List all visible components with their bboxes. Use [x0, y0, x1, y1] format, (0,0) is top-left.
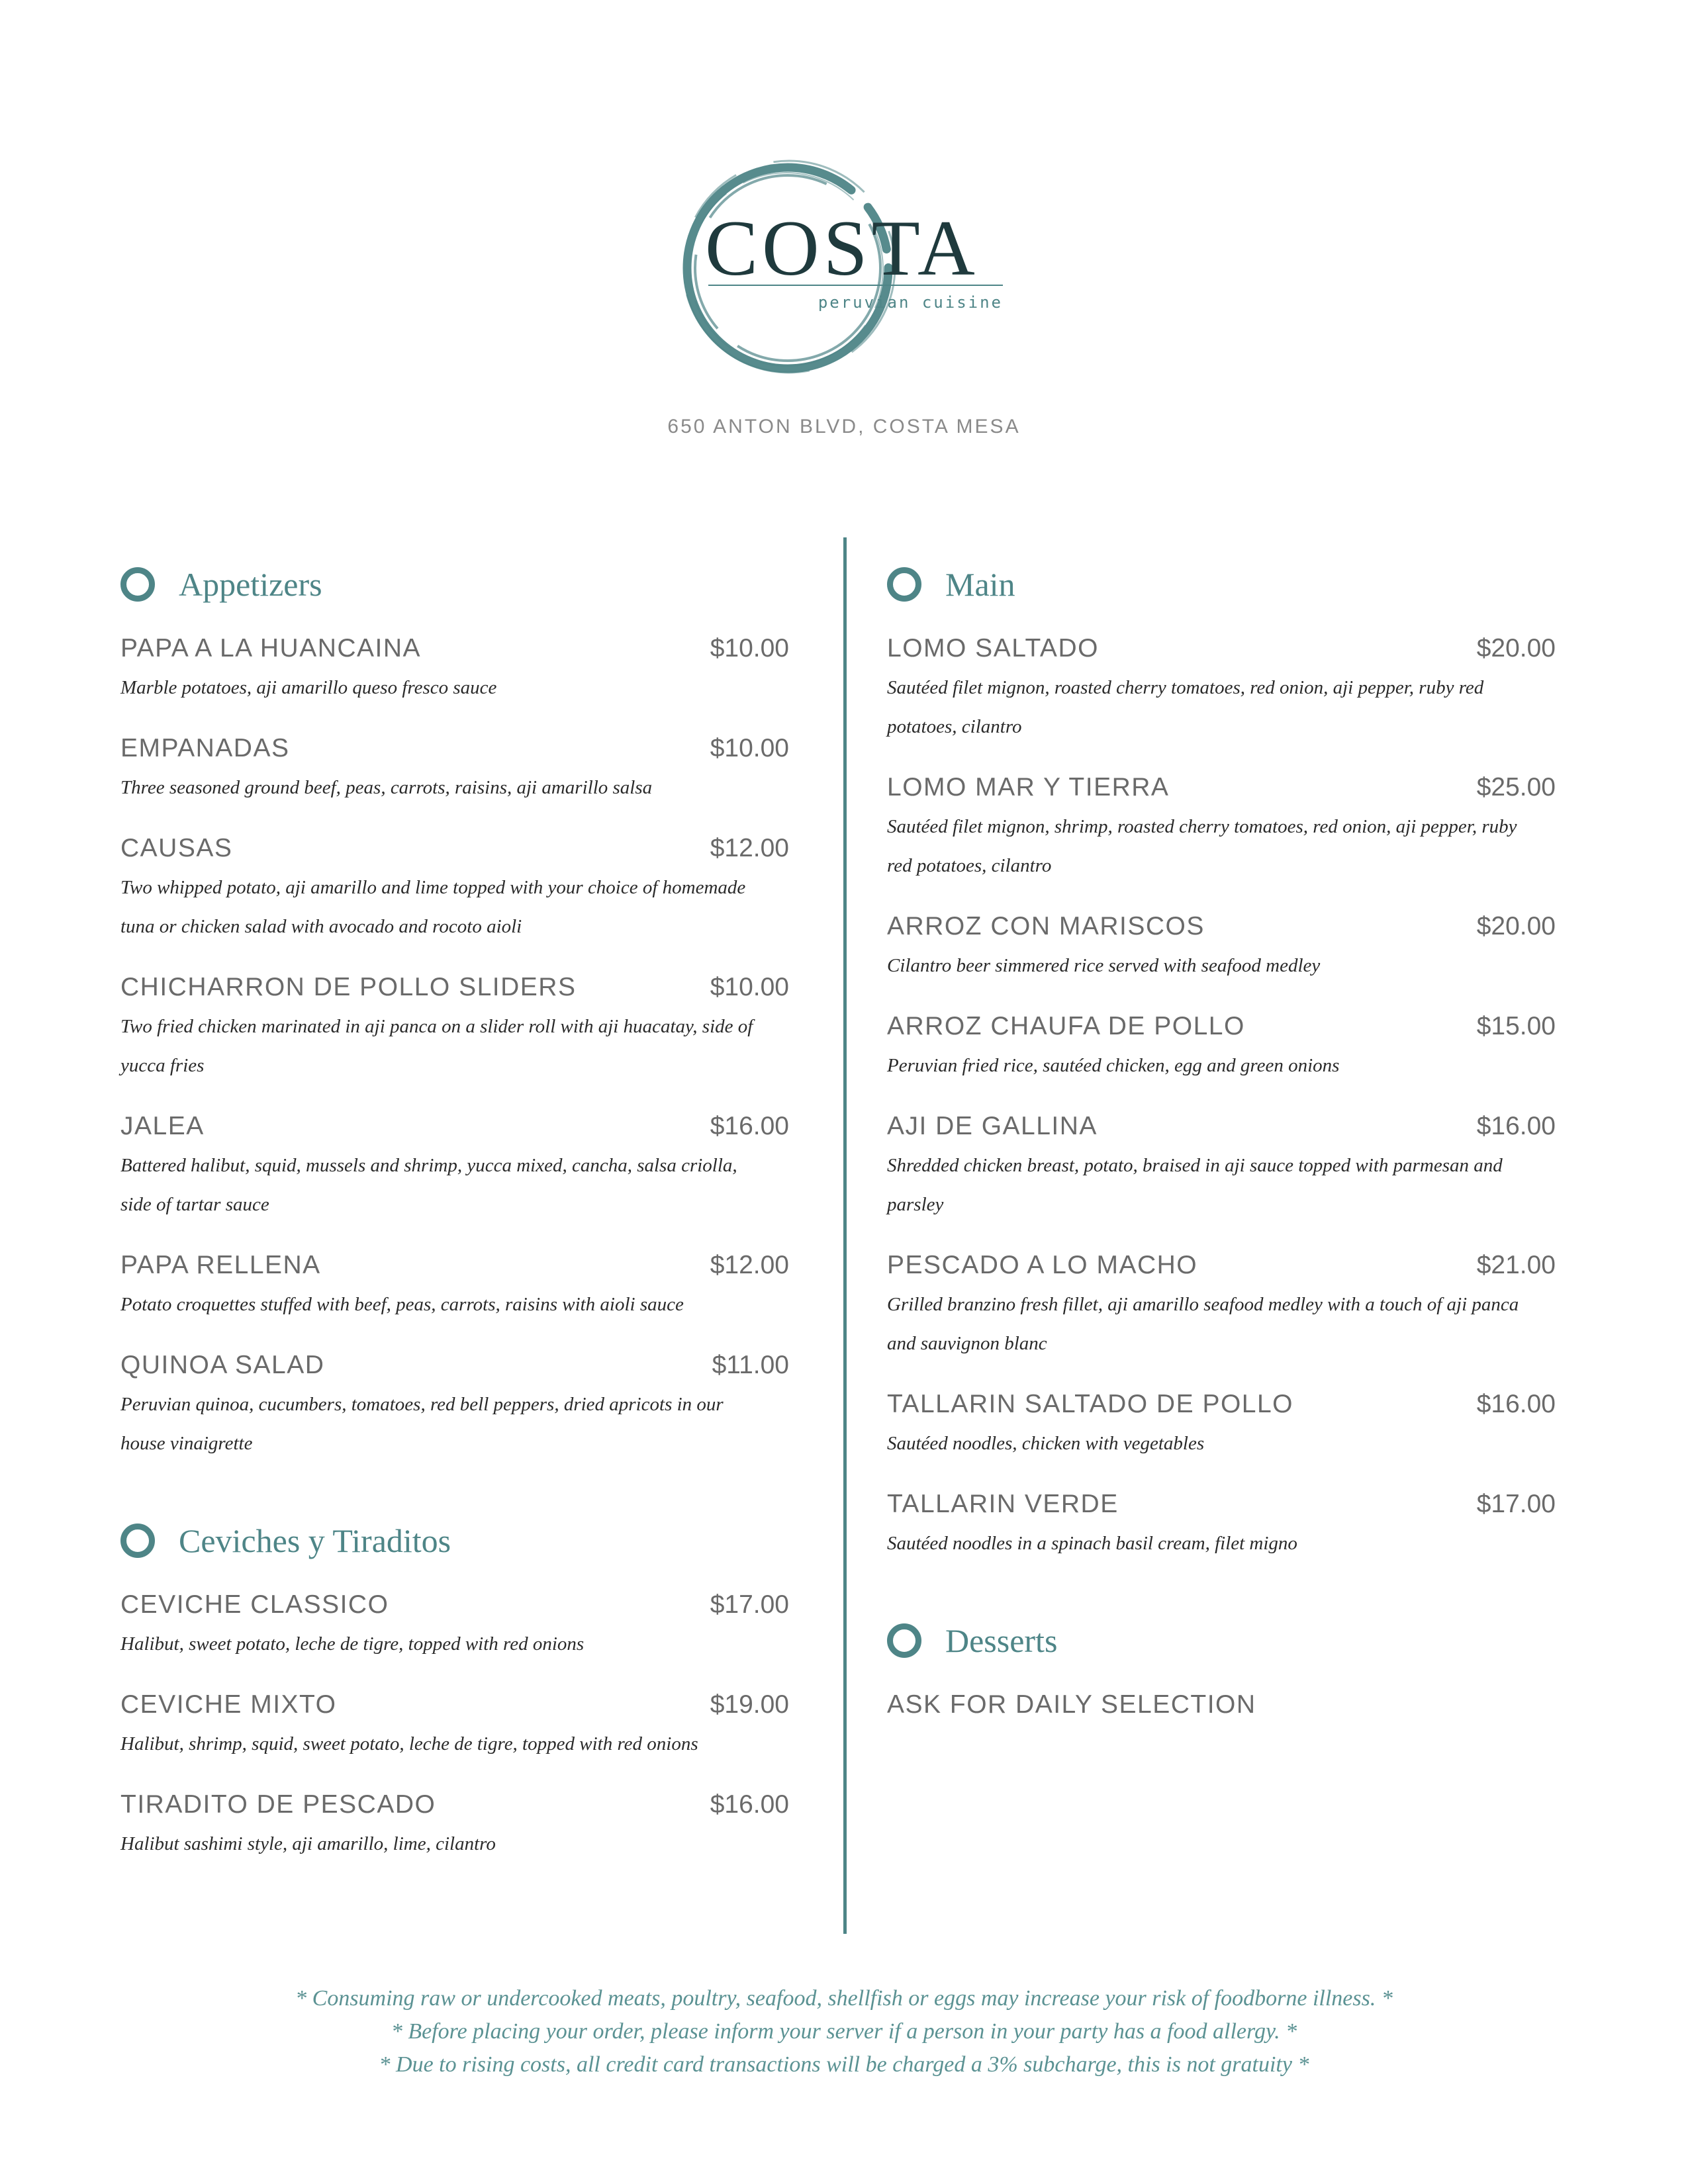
menu-item-price: $16.00 [1476, 1390, 1556, 1418]
menu-item [887, 1251, 1556, 1363]
menu-item-price: $17.00 [710, 1590, 789, 1619]
menu-item [887, 1390, 1556, 1463]
footer-notes [0, 1982, 1688, 2081]
menu-item-price: $10.00 [710, 734, 789, 762]
menu-item-price: $16.00 [1476, 1112, 1556, 1140]
menu-item-price: $12.00 [710, 1251, 789, 1279]
menu-item-description: Peruvian fried rice, sautéed chicken, egg and green onions [887, 1055, 1340, 1076]
menu-item-name: TALLARIN SALTADO DE POLLO [887, 1390, 1294, 1418]
desserts-note: ASK FOR DAILY SELECTION [887, 1690, 1256, 1719]
menu-item [120, 1690, 789, 1764]
menu-item-price: $10.00 [710, 973, 789, 1001]
menu-item-name: TIRADITO DE PESCADO [120, 1790, 436, 1819]
menu-item-name: PESCADO A LO MACHO [887, 1251, 1198, 1279]
menu-item [120, 1112, 789, 1224]
menu-item-name: CEVICHE MIXTO [120, 1690, 337, 1719]
menu-item-name: ARROZ CON MARISCOS [887, 912, 1205, 940]
ring-bullet-icon [887, 567, 921, 602]
menu-item [887, 912, 1556, 985]
menu-item-price: $15.00 [1476, 1012, 1556, 1040]
menu-item [120, 1251, 789, 1324]
menu-item-price: $21.00 [1476, 1251, 1556, 1279]
menu-item-name: TALLARIN VERDE [887, 1490, 1119, 1518]
menu-item-price: $11.00 [712, 1351, 789, 1379]
menu-item [120, 634, 789, 707]
menu-item [120, 734, 789, 807]
menu-item-name: CAUSAS [120, 834, 233, 862]
brand-name: COSTA [705, 204, 979, 292]
menu-item-name: PAPA RELLENA [120, 1251, 321, 1279]
menu-item-price: $20.00 [1476, 634, 1556, 662]
costa-logo [669, 149, 1013, 387]
menu-item [120, 1790, 789, 1864]
menu-item-row [120, 834, 789, 863]
menu-item-price: $16.00 [710, 1112, 789, 1140]
menu-item-description: Halibut, sweet potato, leche de tigre, topped with red onions [120, 1633, 585, 1655]
brand-tagline: peruvian cuisine [818, 293, 1003, 312]
right-column [887, 555, 1556, 1767]
section-header [887, 555, 1556, 614]
menu-item-description: Two whipped potato, aji amarillo and lime topped with your choice of homemade tuna or chicken salad with avocado and rocoto aioli [120, 877, 746, 937]
menu-item-description: Two fried chicken marinated in aji panca on a slider roll with aji huacatay, side of yucca fries [120, 1016, 753, 1076]
menu-item-description: Sautéed filet mignon, shrimp, roasted cherry tomatoes, red onion, aji pepper, ruby red potatoes, cilantro [887, 816, 1517, 876]
section-title: Appetizers [179, 566, 322, 603]
menu-item [887, 1112, 1556, 1224]
menu-item-price: $20.00 [1476, 912, 1556, 940]
menu-item-description: Sautéed noodles in a spinach basil cream, filet migno [887, 1533, 1297, 1554]
menu-item [120, 834, 789, 946]
menu-section [120, 555, 789, 1463]
menu-item-price: $17.00 [1476, 1490, 1556, 1518]
menu-item [887, 773, 1556, 886]
menu-section-desserts [887, 1611, 1556, 1719]
menu-item-description: Potato croquettes stuffed with beef, peas, carrots, raisins with aioli sauce [120, 1294, 684, 1315]
menu-item-name: PAPA A LA HUANCAINA [120, 634, 422, 662]
section-header [120, 1511, 789, 1570]
menu-item-row [887, 1012, 1556, 1041]
menu-item-name: LOMO MAR Y TIERRA [887, 773, 1170, 801]
section-header [120, 555, 789, 614]
menu-item-name: LOMO SALTADO [887, 634, 1099, 662]
menu-item-row [120, 1790, 789, 1819]
menu-item-description: Halibut sashimi style, aji amarillo, lime, cilantro [120, 1833, 496, 1854]
menu-item-name: CEVICHE CLASSICO [120, 1590, 389, 1619]
menu-item-row [120, 634, 789, 663]
menu-item-description: Halibut, shrimp, squid, sweet potato, leche de tigre, topped with red onions [120, 1733, 698, 1754]
menu-item-name: JALEA [120, 1112, 205, 1140]
section-header [887, 1611, 1556, 1670]
menu-item-row [120, 1590, 789, 1619]
menu-item-row [887, 1251, 1556, 1280]
menu-item-name: EMPANADAS [120, 734, 290, 762]
menu-item-description: Sautéed noodles, chicken with vegetables [887, 1433, 1205, 1454]
menu-section [120, 1511, 789, 1864]
menu-item-description: Sautéed filet mignon, roasted cherry tomatoes, red onion, aji pepper, ruby red potatoes, cilantro [887, 677, 1484, 737]
menu-item-row [887, 1490, 1556, 1519]
menu-item-row [120, 973, 789, 1002]
menu-item-row [887, 773, 1556, 802]
section-title: Desserts [945, 1622, 1058, 1659]
left-column [120, 555, 789, 1911]
menu-item-row [887, 1390, 1556, 1419]
menu-item-row [887, 912, 1556, 941]
menu-item-row [120, 1112, 789, 1141]
section-title: Ceviches y Tiraditos [179, 1522, 451, 1559]
menu-item-description: Grilled branzino fresh fillet, aji amarillo seafood medley with a touch of aji panca and sauvignon blanc [887, 1294, 1519, 1354]
menu-item-name: QUINOA SALAD [120, 1351, 325, 1379]
menu-item [887, 634, 1556, 747]
menu-item-description: Three seasoned ground beef, peas, carrots, raisins, aji amarillo salsa [120, 777, 653, 798]
menu-item [120, 973, 789, 1085]
menu-item-row [120, 1251, 789, 1280]
ring-bullet-icon [120, 567, 155, 602]
section-title: Main [945, 566, 1015, 603]
menu-section [887, 555, 1556, 1563]
restaurant-address: 650 ANTON BLVD, COSTA MESA [667, 416, 1021, 437]
menu-item-description: Battered halibut, squid, mussels and shrimp, yucca mixed, cancha, salsa criolla, side of tartar sauce [120, 1155, 737, 1215]
menu-item-price: $12.00 [710, 834, 789, 862]
menu-item-price: $19.00 [710, 1690, 789, 1719]
menu-item-row [120, 1690, 789, 1719]
menu-item-name: AJI DE GALLINA [887, 1112, 1098, 1140]
menu-item-row [120, 734, 789, 763]
menu-item [887, 1012, 1556, 1085]
menu-item [120, 1590, 789, 1664]
menu-item-description: Peruvian quinoa, cucumbers, tomatoes, red bell peppers, dried apricots in our house vinaigrette [120, 1394, 724, 1454]
menu-item-description: Shredded chicken breast, potato, braised in aji sauce topped with parmesan and parsley [887, 1155, 1503, 1215]
footer-note: * Due to rising costs, all credit card transactions will be charged a 3% subcharge, this is not gratuity * [379, 2052, 1309, 2077]
footer-note: * Before placing your order, please inform your server if a person in your party has a food allergy. * [391, 2019, 1297, 2044]
menu-item-row [120, 1351, 789, 1380]
menu-item-description: Marble potatoes, aji amarillo queso fresco sauce [120, 677, 497, 698]
menu-item-row [887, 1112, 1556, 1141]
footer-note: * Consuming raw or undercooked meats, poultry, seafood, shellfish or eggs may increase your risk of foodborne illness. * [295, 1986, 1393, 2011]
menu-item-description: Cilantro beer simmered rice served with seafood medley [887, 955, 1321, 976]
menu-item [887, 1490, 1556, 1563]
menu-item-price: $25.00 [1476, 773, 1556, 801]
menu-item [120, 1351, 789, 1463]
menu-item-price: $10.00 [710, 634, 789, 662]
ring-bullet-icon [120, 1524, 155, 1558]
menu-item-price: $16.00 [710, 1790, 789, 1819]
column-divider [843, 537, 847, 1934]
menu-item-name: ARROZ CHAUFA DE POLLO [887, 1012, 1245, 1040]
menu-item-name: CHICHARRON DE POLLO SLIDERS [120, 973, 577, 1001]
ring-bullet-icon [887, 1623, 921, 1658]
menu-item-row [887, 634, 1556, 663]
